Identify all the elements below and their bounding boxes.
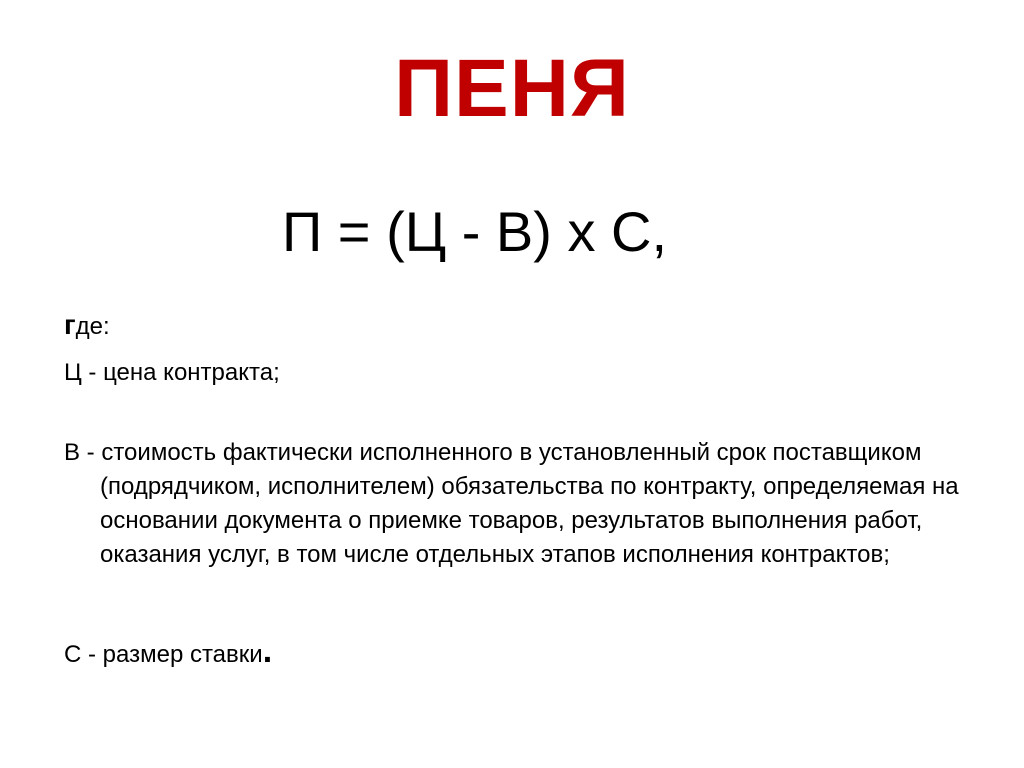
- definition-fulfilled-value: В - стоимость фактически исполненного в установленный срок поставщиком (подрядчиком, исполнителем) обязательства по контракту, определяемая на основании документа о приемке товаров, результатов выполнения работ, оказания услуг, в том числе отдельных этапов исполнения контрактов;: [64, 439, 959, 568]
- slide-title: ПЕНЯ: [394, 43, 630, 134]
- where-label: [64, 308, 964, 344]
- definition-rate-period: .: [262, 632, 273, 670]
- where-rest: де:: [75, 313, 110, 340]
- definition-rate: [64, 634, 964, 672]
- definition-rate-text: С - размер ставки: [64, 641, 263, 668]
- definition-price: Ц - цена контракта;: [64, 359, 280, 386]
- where-first-letter: г: [64, 309, 76, 340]
- penalty-formula: П = (Ц - В) х С,: [282, 200, 668, 263]
